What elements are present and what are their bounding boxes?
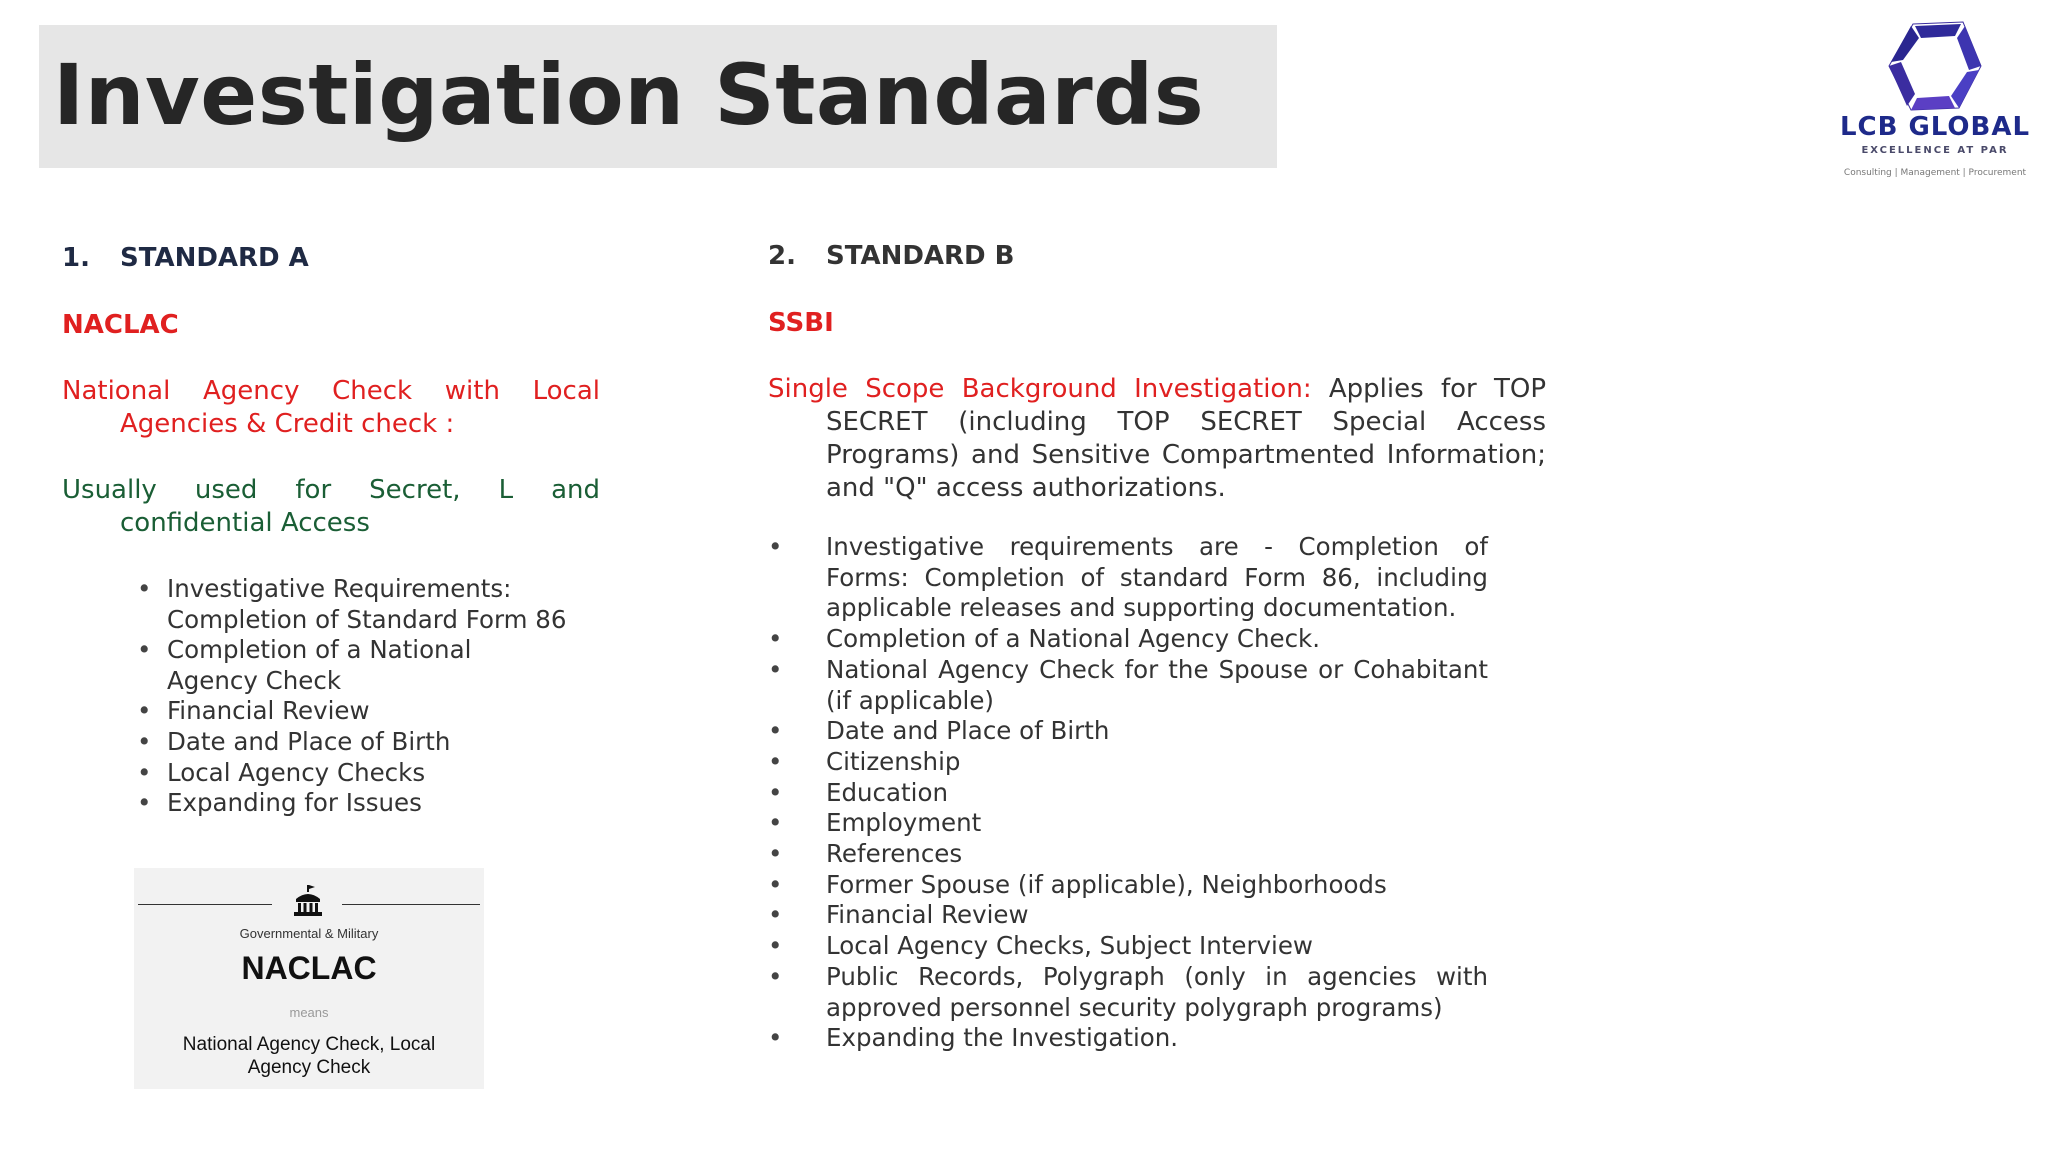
list-item	[768, 654, 1488, 716]
standard-b-number: 2.	[768, 241, 796, 271]
list-item	[768, 532, 1488, 624]
list-item-text: Investigative Requirements: Completion of Standard Form 86	[167, 574, 567, 634]
standard-a-title: STANDARD A	[120, 243, 309, 273]
list-item-text: National Agency Check for the Spouse or Cohabitant (if applicable)	[826, 654, 1488, 715]
standard-b-full-name: Single Scope Background Investigation:	[768, 374, 1312, 404]
list-item	[768, 808, 1488, 839]
list-item	[768, 839, 1488, 870]
bullet-icon: •	[768, 931, 783, 961]
card-connector: means	[289, 1005, 329, 1020]
government-building-icon	[291, 884, 325, 918]
list-item	[137, 574, 567, 635]
list-item	[768, 624, 1488, 655]
list-item-text: References	[826, 839, 963, 869]
list-item-text: Completion of a National Agency Check.	[826, 624, 1321, 654]
list-item-text: Completion of a National Agency Check	[167, 635, 472, 695]
list-item-text: Education	[826, 777, 948, 807]
standard-b-section	[768, 240, 1546, 1053]
standard-a-number: 1.	[62, 243, 90, 273]
logo-tagline: EXCELLENCE AT PAR	[1861, 145, 2009, 156]
list-item	[768, 777, 1488, 809]
standard-a-usage: Usually used for Secret, L and confidential Access	[62, 475, 600, 538]
list-item-text: Local Agency Checks, Subject Interview	[826, 931, 1313, 961]
list-item-text: Investigative requirements are - Completion of Forms: Completion of standard Form 86, including applicable releases and supporting documentation.	[826, 532, 1488, 623]
bullet-icon: •	[768, 869, 783, 899]
standard-b-description: Applies for TOP SECRET (including TOP SECRET Special Access Programs) and Sensitive Compartmented Information; and "Q" access authorizations.	[826, 374, 1546, 503]
bullet-icon: •	[137, 696, 152, 726]
list-item-text: Financial Review	[826, 900, 1029, 930]
standard-b-title: STANDARD B	[826, 241, 1015, 271]
bullet-icon: •	[768, 624, 783, 654]
logo-services: Consulting | Management | Procurement	[1843, 168, 2027, 178]
list-item	[768, 746, 1488, 778]
card-category: Governmental & Military	[239, 926, 379, 941]
list-item	[768, 1023, 1488, 1054]
bullet-icon: •	[137, 574, 152, 603]
naclac-definition-card	[134, 868, 484, 1089]
standard-a-section	[62, 242, 600, 818]
bullet-icon: •	[137, 726, 152, 756]
list-item-text: Local Agency Checks	[167, 757, 426, 787]
list-item-text: Employment	[826, 808, 982, 838]
list-item	[137, 696, 567, 727]
list-item	[768, 869, 1488, 901]
standard-a-full-name: National Agency Check with Local Agencies & Credit check :	[62, 376, 600, 439]
card-divider-left	[138, 904, 272, 905]
list-item-text: Former Spouse (if applicable), Neighborhoods	[826, 869, 1387, 899]
card-divider-right	[342, 904, 480, 905]
list-item-text: Financial Review	[167, 696, 370, 726]
bullet-icon: •	[137, 788, 152, 818]
card-term: NACLAC	[241, 950, 377, 986]
bullet-icon: •	[137, 757, 152, 787]
logo-mark-icon	[1885, 20, 1985, 115]
list-item-text: Expanding the Investigation.	[826, 1023, 1179, 1053]
list-item	[137, 788, 567, 819]
bullet-icon: •	[768, 839, 783, 869]
list-item-text: Public Records, Polygraph (only in agencies with approved personnel security polygraph programs)	[826, 961, 1488, 1022]
bullet-icon: •	[768, 746, 783, 776]
bullet-icon: •	[768, 532, 783, 561]
bullet-icon: •	[768, 777, 783, 807]
list-item-text: Date and Place of Birth	[826, 716, 1110, 746]
standard-a-heading	[62, 242, 542, 275]
bullet-icon: •	[137, 635, 152, 665]
standard-b-heading	[768, 240, 1488, 273]
list-item	[768, 716, 1488, 747]
standard-b-acronym: SSBI	[768, 308, 834, 338]
card-definition: National Agency Check, Local Agency Check	[182, 1034, 436, 1078]
bullet-icon: •	[768, 1023, 783, 1053]
list-item	[768, 961, 1488, 1023]
list-item-text: Expanding for Issues	[167, 788, 422, 818]
bullet-icon: •	[768, 808, 783, 838]
bullet-icon: •	[768, 654, 783, 684]
standard-a-acronym: NACLAC	[62, 310, 179, 340]
company-logo	[1830, 20, 2040, 185]
standard-b-description-block	[768, 373, 1546, 505]
list-item	[768, 931, 1488, 962]
list-item	[768, 900, 1488, 931]
bullet-icon: •	[768, 716, 783, 746]
list-item	[137, 726, 567, 758]
list-item	[137, 757, 567, 789]
logo-name: LCB GLOBAL	[1839, 112, 2031, 142]
bullet-icon: •	[768, 961, 783, 991]
list-item	[137, 635, 567, 696]
bullet-icon: •	[768, 900, 783, 930]
slide-title: Investigation Standards	[53, 46, 1205, 144]
standard-b-requirements-list	[768, 532, 1488, 1054]
list-item-text: Citizenship	[826, 746, 961, 776]
list-item-text: Date and Place of Birth	[167, 726, 451, 756]
standard-a-requirements-list	[137, 574, 567, 819]
